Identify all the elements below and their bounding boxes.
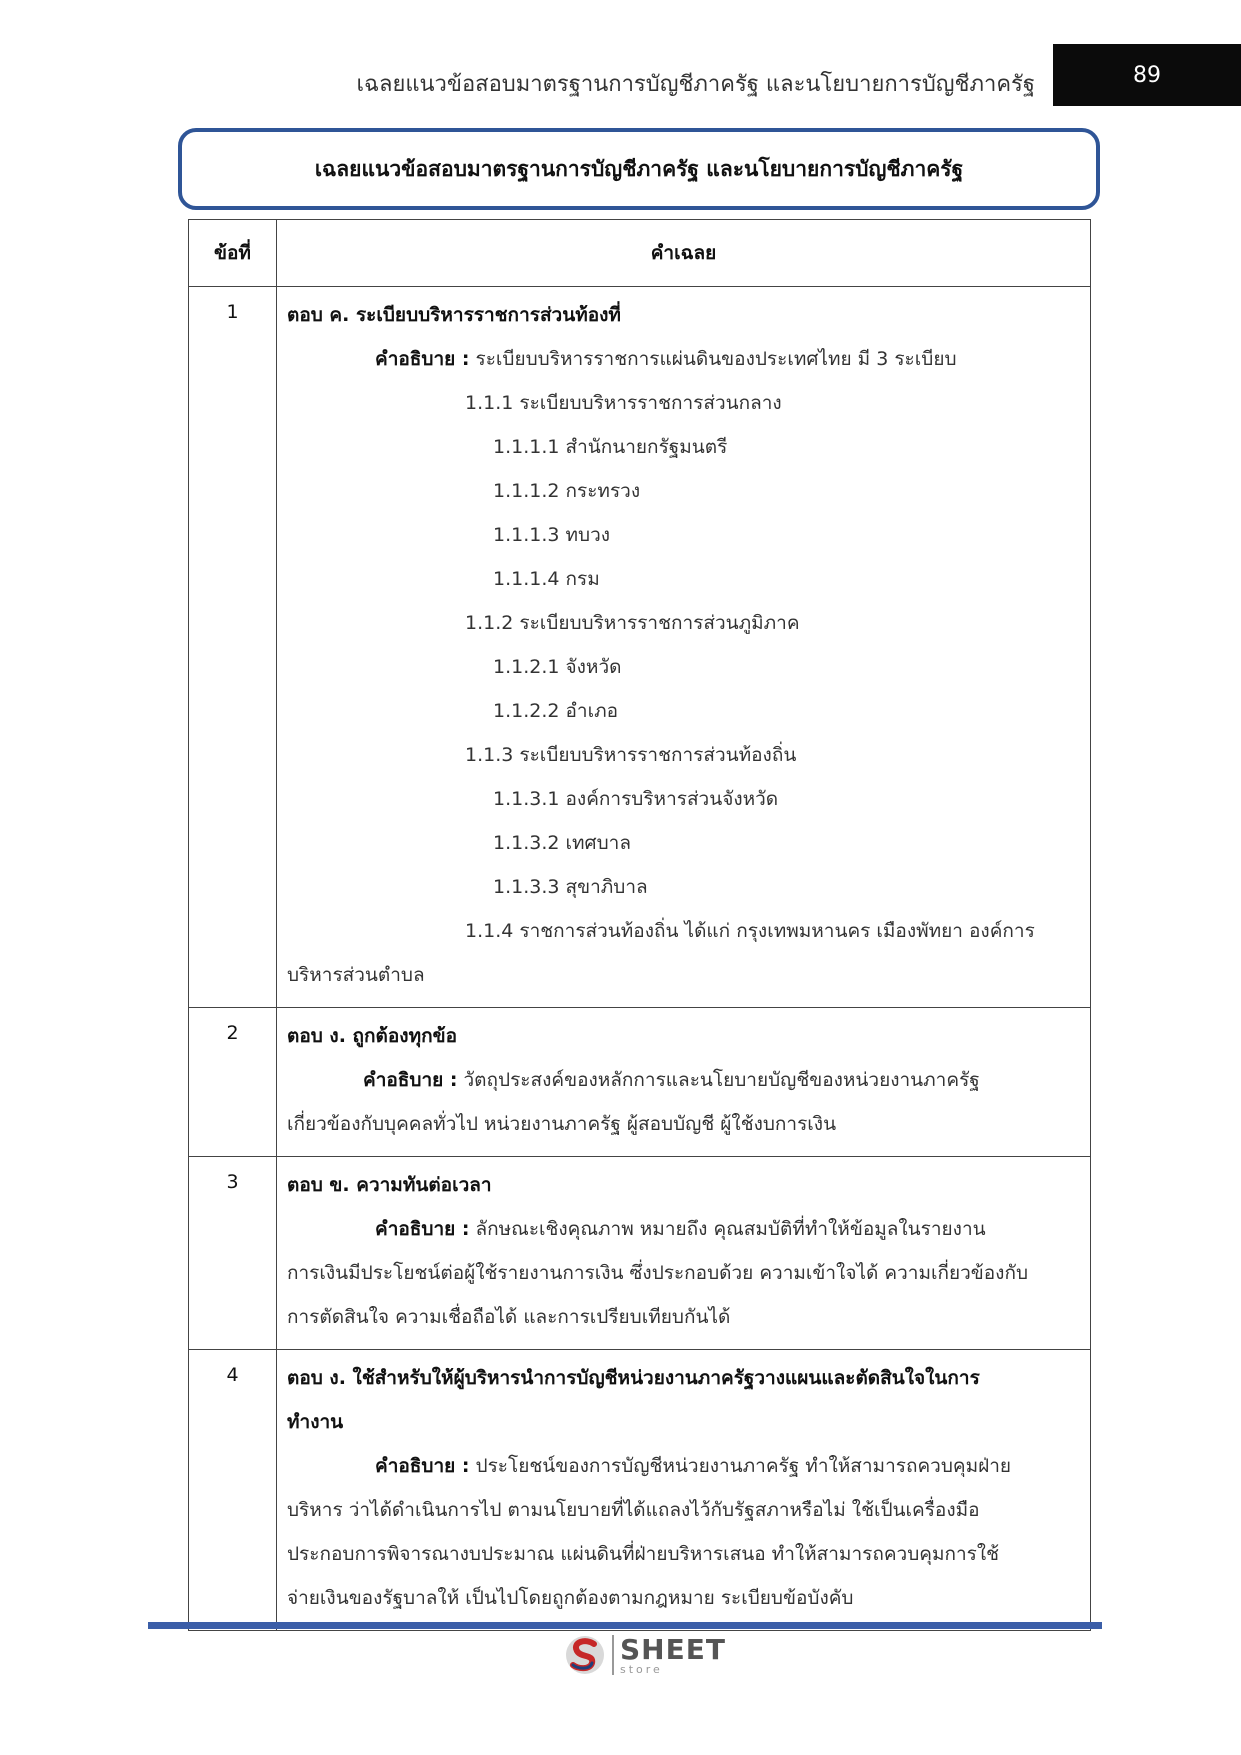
explanation-text: ระเบียบบริหารราชการแผ่นดินของประเทศไทย มี 3 ระเบียบ — [475, 348, 957, 370]
page-title-text: เฉลยแนวข้อสอบมาตรฐานการบัญชีภาครัฐ และนโยบายการบัญชีภาครัฐ — [314, 156, 964, 181]
row-number: 3 — [189, 1157, 277, 1350]
page-title — [178, 128, 1100, 210]
list-item: 1.1.2 ระเบียบบริหารราชการส่วนภูมิภาค — [465, 612, 800, 634]
explanation-label: คำอธิบาย : — [375, 1455, 470, 1477]
list-item: 1.1.3.1 องค์การบริหารส่วนจังหวัด — [493, 788, 779, 810]
explanation-text: วัตถุประสงค์ของหลักการและนโยบายบัญชีของหน่วยงานภาครัฐ — [463, 1069, 980, 1091]
explanation-label: คำอธิบาย : — [375, 1218, 470, 1240]
row-number: 2 — [189, 1008, 277, 1157]
table-row — [189, 1008, 1091, 1157]
explanation-continuation: บริหาร ว่าได้ดำเนินการไป ตามนโยบายที่ได้แถลงไว้กับรัฐสภาหรือไม่ ใช้เป็นเครื่องมือ — [287, 1499, 980, 1521]
explanation-continuation: จ่ายเงินของรัฐบาลให้ เป็นไปโดยถูกต้องตามกฎหมาย ระเบียบข้อบังคับ — [287, 1587, 854, 1609]
row-content — [277, 1157, 1091, 1350]
list-item: 1.1.3.3 สุขาภิบาล — [493, 876, 648, 898]
list-item: 1.1.4 ราชการส่วนท้องถิ่น ได้แก่ กรุงเทพมหานคร เมืองพัทยา องค์การ — [465, 920, 1035, 942]
list-item: 1.1.3 ระเบียบบริหารราชการส่วนท้องถิ่น — [465, 744, 797, 766]
row-content — [277, 1350, 1091, 1631]
list-item: 1.1.1.1 สำนักนายกรัฐมนตรี — [493, 436, 728, 458]
answer-line: ตอบ ง. ใช้สำหรับให้ผู้บริหารนำการบัญชีหน่วยงานภาครัฐวางแผนและตัดสินใจในการ — [287, 1367, 980, 1389]
row-number: 4 — [189, 1350, 277, 1631]
answer-line: ตอบ ง. ถูกต้องทุกข้อ — [287, 1025, 457, 1047]
logo-s-icon — [564, 1632, 606, 1678]
answer-line: ตอบ ข. ความทันต่อเวลา — [287, 1174, 492, 1196]
explanation-line — [287, 337, 1078, 381]
explanation-continuation: เกี่ยวข้องกับบุคคลทั่วไป หน่วยงานภาครัฐ ผู้สอบบัญชี ผู้ใช้งบการเงิน — [287, 1113, 837, 1135]
column-header-answer: คำเฉลย — [277, 220, 1091, 287]
explanation-line — [287, 1444, 1078, 1488]
table-row — [189, 1157, 1091, 1350]
list-item: 1.1.1 ระเบียบบริหารราชการส่วนกลาง — [465, 392, 782, 414]
explanation-line — [287, 1058, 1078, 1102]
column-header-no: ข้อที่ — [189, 220, 277, 287]
list-item: 1.1.3.2 เทศบาล — [493, 832, 631, 854]
sheet-store-logo — [564, 1632, 726, 1678]
logo-text — [620, 1632, 726, 1676]
explanation-continuation: ประกอบการพิจารณางบประมาณ แผ่นดินที่ฝ่ายบริหารเสนอ ทำให้สามารถควบคุมการใช้ — [287, 1543, 1000, 1565]
answer-line: ตอบ ค. ระเบียบบริหารราชการส่วนท้องที่ — [287, 304, 621, 326]
explanation-text: ลักษณะเชิงคุณภาพ หมายถึง คุณสมบัติที่ทำให้ข้อมูลในรายงาน — [475, 1218, 986, 1240]
explanation-line — [287, 1207, 1078, 1251]
list-item: บริหารส่วนตำบล — [287, 964, 425, 986]
list-item: 1.1.2.1 จังหวัด — [493, 656, 622, 678]
list-item: 1.1.1.4 กรม — [493, 568, 600, 590]
explanation-label: คำอธิบาย : — [363, 1069, 458, 1091]
table-row — [189, 1350, 1091, 1631]
page-number: 89 — [1053, 44, 1241, 106]
answer-line: ทำงาน — [287, 1411, 344, 1433]
explanation-text: ประโยชน์ของการบัญชีหน่วยงานภาครัฐ ทำให้สามารถควบคุมฝ่าย — [475, 1455, 1012, 1477]
footer-divider — [148, 1622, 1102, 1629]
row-content — [277, 287, 1091, 1008]
explanation-label: คำอธิบาย : — [375, 348, 470, 370]
explanation-continuation: การเงินมีประโยชน์ต่อผู้ใช้รายงานการเงิน ซึ่งประกอบด้วย ความเข้าใจได้ ความเกี่ยวข้องกับ — [287, 1262, 1029, 1284]
row-content — [277, 1008, 1091, 1157]
table-header-row — [189, 220, 1091, 287]
list-item: 1.1.1.3 ทบวง — [493, 524, 611, 546]
explanation-continuation: การตัดสินใจ ความเชื่อถือได้ และการเปรียบเทียบกันได้ — [287, 1306, 731, 1328]
running-header: เฉลยแนวข้อสอบมาตรฐานการบัญชีภาครัฐ และนโยบายการบัญชีภาครัฐ — [356, 72, 1035, 97]
row-number: 1 — [189, 287, 277, 1008]
logo-sub-text: store — [620, 1662, 663, 1676]
logo-separator — [612, 1635, 614, 1675]
answer-table — [188, 219, 1091, 1631]
list-item: 1.1.1.2 กระทรวง — [493, 480, 641, 502]
table-row — [189, 287, 1091, 1008]
logo-main-text: SHEET — [620, 1632, 726, 1666]
list-item: 1.1.2.2 อำเภอ — [493, 700, 619, 722]
